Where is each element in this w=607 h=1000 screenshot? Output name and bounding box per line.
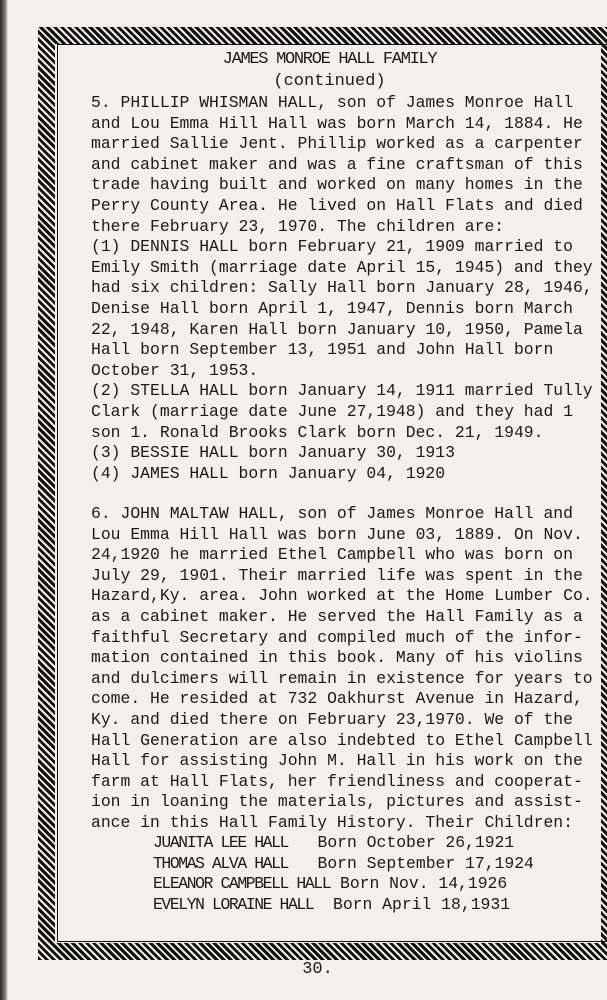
text-line: (4) JAMES HALL born January 04, 1920 [91, 463, 446, 483]
child-name: JUANITA LEE HALL [153, 833, 288, 852]
child-name: EVELYN LORAINE HALL [153, 894, 314, 914]
text-line: farm at Hall Flats, her friendliness and cooperat- [91, 771, 583, 791]
text-line: 5. PHILLIP WHISMAN HALL, son of James Monroe Hall [91, 93, 573, 112]
text-line: (2) STELLA HALL born January 14, 1911 married Tully [91, 381, 593, 401]
text-line: and dulcimers will remain in existence for years to [91, 668, 593, 688]
section-6-john-maltaw-hall [91, 504, 593, 834]
text-line: October 31, 1953. [91, 360, 259, 380]
text-line: 24,1920 he married Ethel Campbell who was born on [91, 545, 573, 565]
text-line: ance in this Hall Family History. Their Children: [91, 812, 573, 832]
text-line: July 29, 1901. Their married life was spent in the [91, 565, 583, 585]
text-line: Hall born September 13, 1951 and John Hall born [91, 340, 554, 360]
text-line: 22, 1948, Karen Hall born January 10, 1950, Pamela [91, 319, 583, 339]
text-line: mation contained in this book. Many of his violins [91, 648, 583, 668]
section-5-phillip-whisman-hall [91, 93, 593, 484]
text-line: married Sallie Jent. Phillip worked as a carpenter [91, 134, 583, 154]
text-line: there February 23, 1970. The children are: [91, 216, 505, 236]
child-entry [153, 874, 507, 895]
text-line: 6. JOHN MALTAW HALL, son of James Monroe Hall and [91, 504, 573, 523]
text-line: Emily Smith (marriage date April 15, 1945) and they [91, 257, 593, 277]
child-entry [153, 833, 514, 854]
child-birth-date: Born October 26,1921 [317, 833, 515, 852]
text-line: and Lou Emma Hill Hall was born March 14, 1884. He [91, 113, 583, 133]
book-binding-shadow [0, 0, 8, 1000]
text-line: had six children: Sally Hall born January 28, 1946, [91, 278, 593, 298]
child-birth-date: Born September 17,1924 [317, 853, 534, 873]
text-line: (1) DENNIS HALL born February 21, 1909 married to [91, 237, 573, 257]
text-line: trade having built and worked on many homes in the [91, 175, 583, 195]
text-line: son 1. Ronald Brooks Clark born Dec. 21, 1949. [91, 422, 544, 442]
child-name: THOMAS ALVA HALL [153, 853, 288, 873]
text-line: Clark (marriage date June 27,1948) and they had 1 [91, 401, 573, 421]
text-line: come. He resided at 732 Oakhurst Avenue in Hazard, [91, 689, 583, 709]
text-line: faithful Secretary and compiled much of the infor- [91, 627, 583, 647]
child-name: ELEANOR CAMPBELL HALL [153, 874, 331, 893]
text-line: Perry County Area. He lived on Hall Flats and died [91, 195, 583, 215]
child-birth-date: Born April 18,1931 [332, 894, 511, 914]
page-number: 30. [302, 960, 333, 979]
text-line: (3) BESSIE HALL born January 30, 1913 [91, 443, 455, 463]
text-line: Hall Generation are also indebted to Ethel Campbell [91, 730, 593, 750]
text-line: Ky. and died there on February 23,1970. We of the [91, 709, 573, 729]
text-line: Denise Hall born April 1, 1947, Dennis born March [91, 298, 573, 318]
child-entry [153, 895, 510, 916]
child-entry [153, 854, 534, 875]
page-subtitle: (continued) [273, 72, 386, 91]
text-line: Hazard,Ky. area. John worked at the Home Lumber Co. [91, 586, 593, 606]
text-line: and cabinet maker and was a fine craftsman of this [91, 154, 583, 174]
page-title: JAMES MONROE HALL FAMILY [222, 50, 437, 69]
text-line: as a cabinet maker. He served the Hall Family as a [91, 606, 583, 626]
text-line: ion in loaning the materials, pictures and assist- [91, 792, 583, 812]
text-line: Hall for assisting John M. Hall in his work on the [91, 751, 583, 771]
child-birth-date: Born Nov. 14,1926 [340, 874, 508, 893]
text-line: Lou Emma Hill Hall was born June 03, 1889. On Nov. [91, 524, 583, 544]
